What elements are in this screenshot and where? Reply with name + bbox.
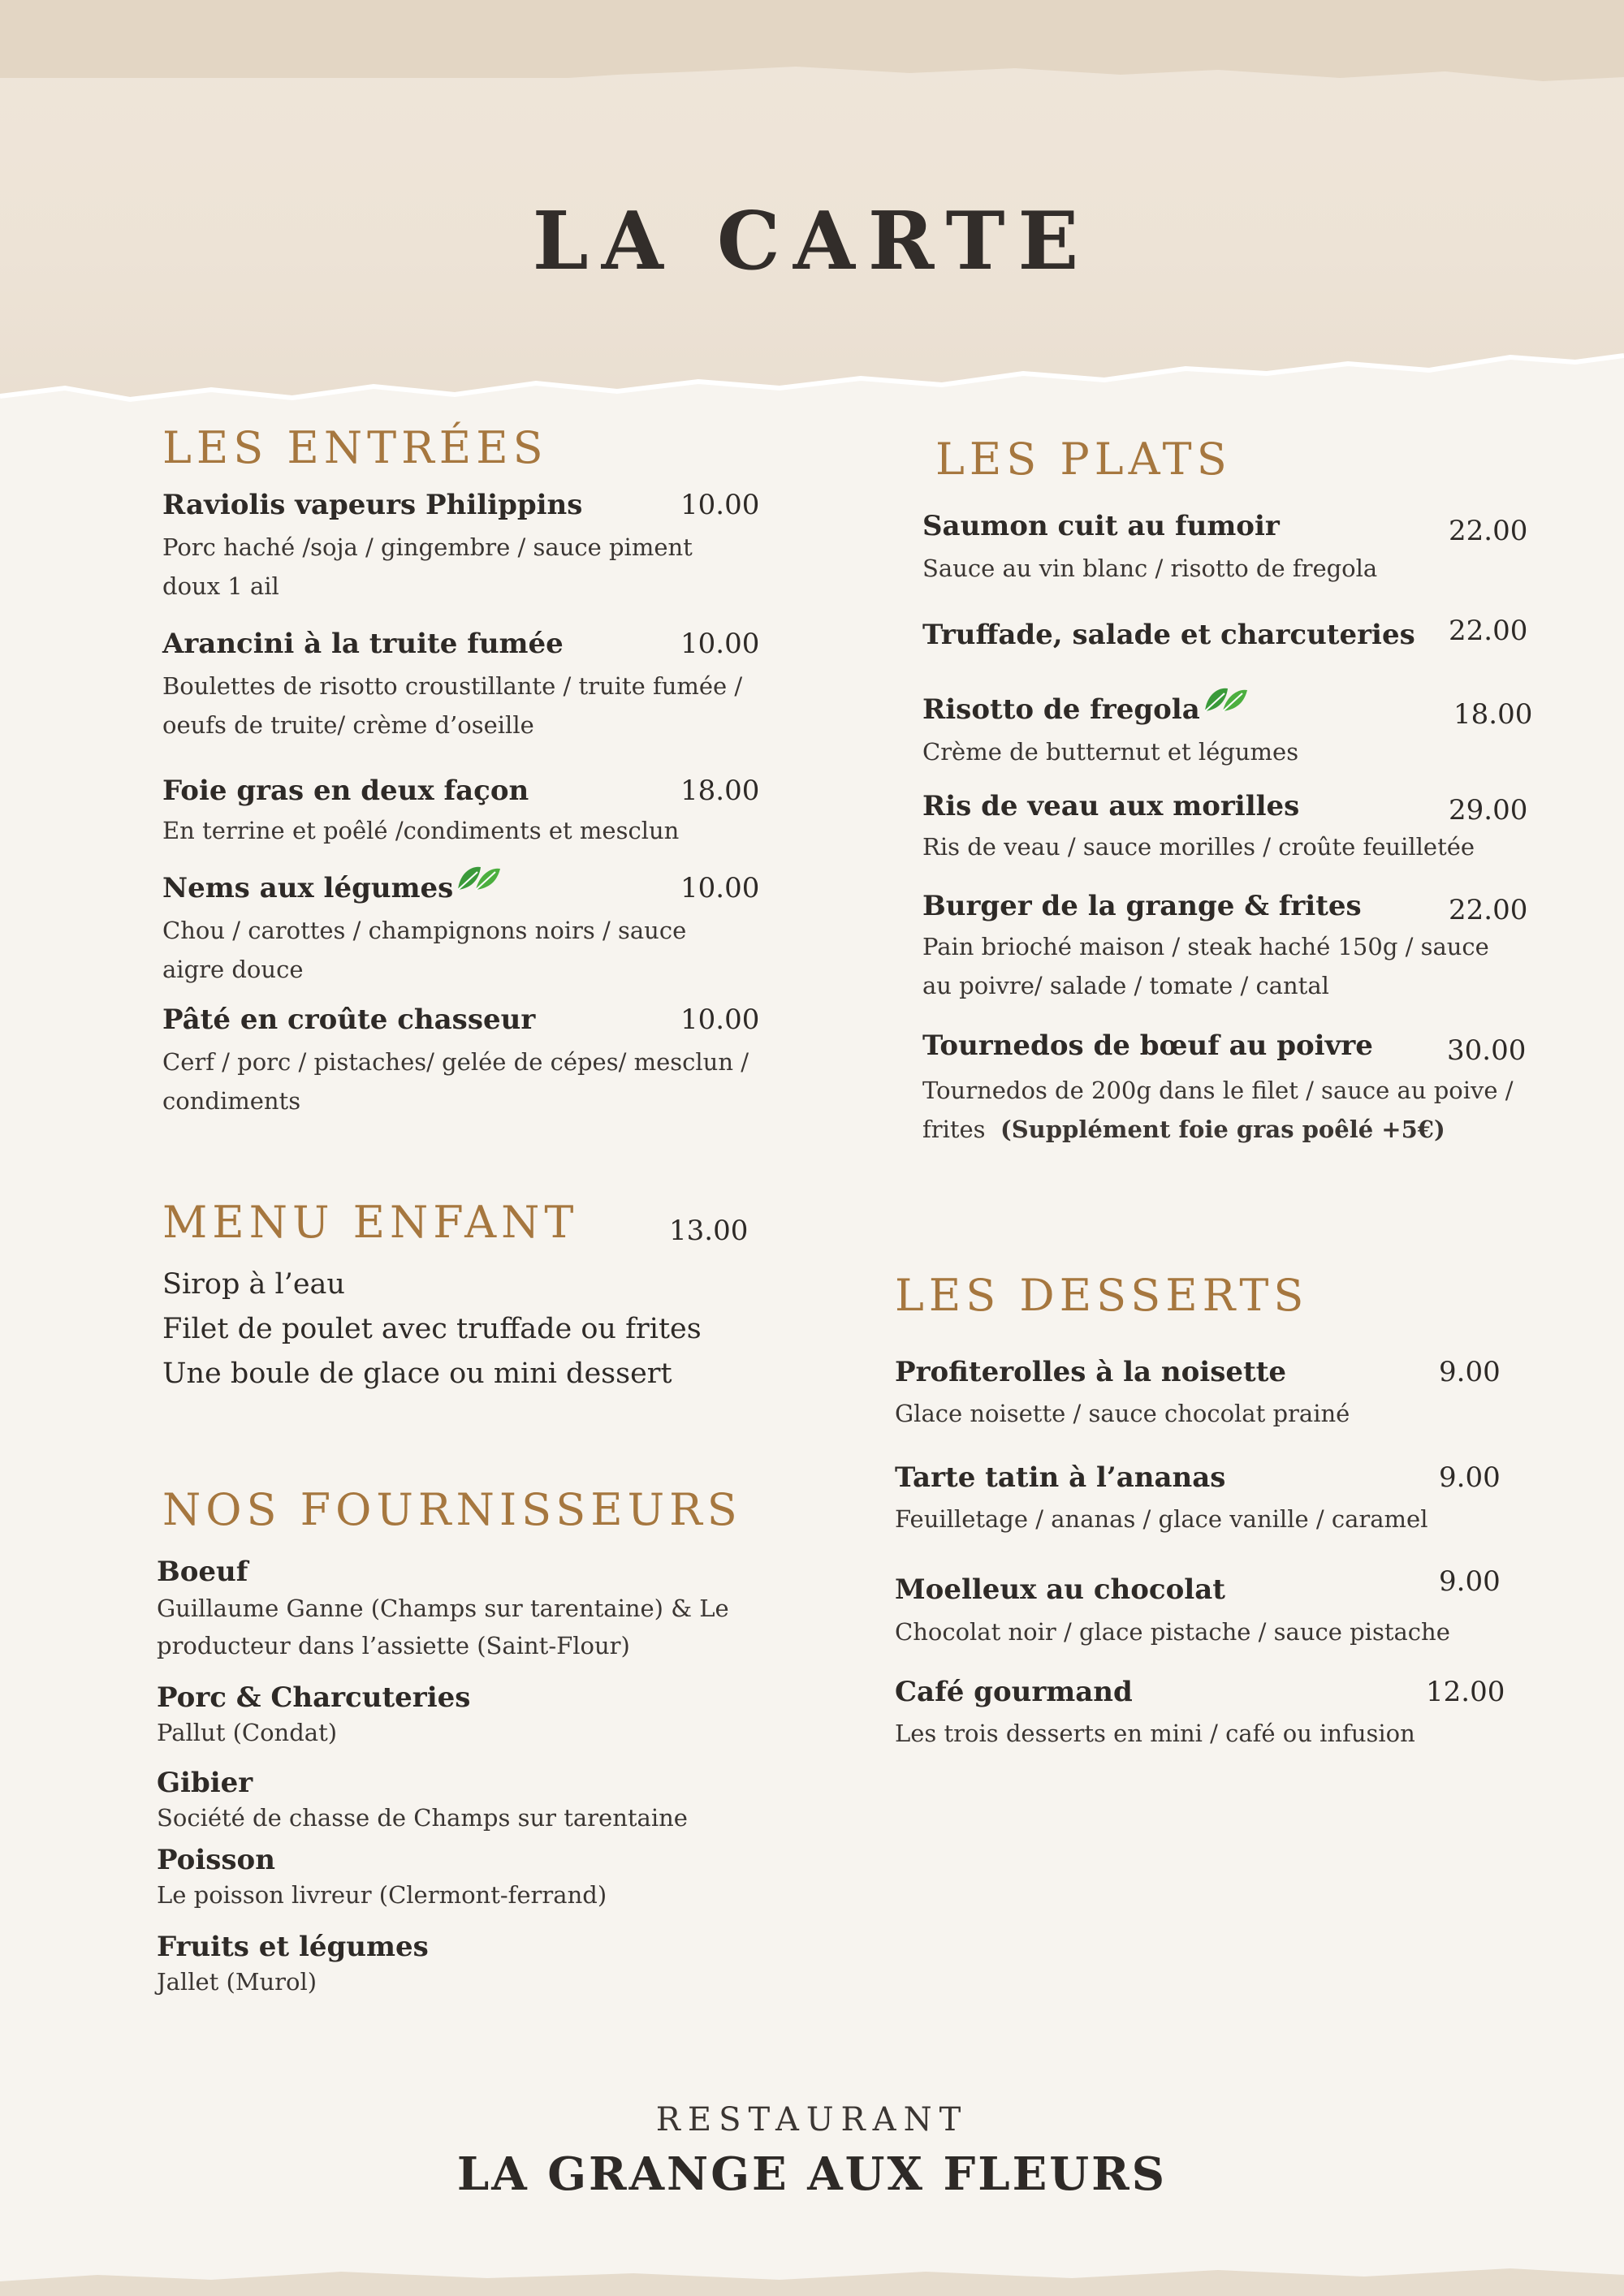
item-description: Chou / carottes / champignons noirs / sauce aigre douce (162, 917, 687, 983)
supplier-description: Jallet (Murol) (157, 1968, 317, 1996)
supplier-description: Guillaume Ganne (Champs sur tarentaine) & Le producteur dans l’assiette (Saint-Flour) (157, 1595, 729, 1659)
item-price: 30.00 (1447, 1034, 1527, 1067)
item-name-with-icon (922, 693, 1249, 726)
menu-enfant-line: Filet de poulet avec truffade ou frites (162, 1313, 702, 1345)
item-name: Foie gras en deux façon (162, 775, 529, 807)
item-price: 10.00 (680, 872, 760, 904)
item-name: Arancini à la truite fumée (162, 628, 564, 660)
item-supplement-note: (Supplément foie gras poêlé +5€) (1000, 1116, 1445, 1143)
item-description: Pain brioché maison / steak haché 150g / sauce au poivre/ salade / tomate / cantal (922, 933, 1489, 999)
supplier-category: Poisson (157, 1844, 275, 1876)
item-description-text: Tournedos de 200g dans le filet / sauce au poive / frites (922, 1077, 1514, 1143)
item-description: Feuilletage / ananas / glace vanille / caramel (895, 1505, 1428, 1533)
item-description: En terrine et poêlé /condiments et mesclun (162, 817, 680, 844)
item-price: 18.00 (1453, 698, 1533, 731)
item-description: Porc haché /soja / gingembre / sauce piment doux 1 ail (162, 533, 693, 600)
item-price: 10.00 (680, 489, 760, 521)
item-name: Burger de la grange & frites (922, 890, 1362, 922)
item-name: Ris de veau aux morilles (922, 790, 1300, 822)
page-title: LA CARTE (532, 195, 1092, 288)
item-price: 9.00 (1439, 1356, 1501, 1388)
item-price: 22.00 (1449, 515, 1528, 547)
item-price: 9.00 (1439, 1461, 1501, 1494)
menu-enfant-price: 13.00 (669, 1215, 749, 1247)
item-description: Cerf / porc / pistaches/ gelée de cépes/ mesclun / condiments (162, 1048, 749, 1115)
item-price: 22.00 (1449, 894, 1528, 926)
item-description: Crème de butternut et légumes (922, 738, 1299, 766)
item-name: Profiterolles à la noisette (895, 1356, 1287, 1388)
item-name: Saumon cuit au fumoir (922, 510, 1280, 542)
item-name: Risotto de fregola (922, 693, 1200, 726)
supplier-category: Porc & Charcuteries (157, 1681, 471, 1714)
menu-enfant-line: Une boule de glace ou mini dessert (162, 1357, 672, 1390)
item-description: Les trois desserts en mini / café ou infusion (895, 1720, 1415, 1747)
section-title-menu-enfant: MENU ENFANT (162, 1197, 579, 1248)
section-title-desserts: LES DESSERTS (895, 1270, 1309, 1321)
item-name: Tarte tatin à l’ananas (895, 1461, 1226, 1494)
supplier-category: Fruits et légumes (157, 1931, 429, 1963)
supplier-description: Le poisson livreur (Clermont-ferrand) (157, 1881, 607, 1909)
menu-enfant-line: Sirop à l’eau (162, 1268, 345, 1301)
item-name: Truffade, salade et charcuteries (922, 619, 1415, 651)
torn-paper-edge (0, 325, 1624, 438)
item-name: Raviolis vapeurs Philippins (162, 489, 583, 521)
leaf-icon (1202, 684, 1249, 716)
item-name: Moelleux au chocolat (895, 1573, 1225, 1606)
torn-paper-bottom-edge (0, 2257, 1624, 2296)
section-title-entrees: LES ENTRÉES (162, 422, 548, 473)
supplier-description: Pallut (Condat) (157, 1719, 338, 1746)
item-price: 12.00 (1426, 1676, 1505, 1708)
item-price: 10.00 (680, 628, 760, 660)
item-price: 22.00 (1449, 615, 1528, 647)
item-name: Nems aux légumes (162, 872, 454, 904)
item-description: Sauce au vin blanc / risotto de fregola (922, 555, 1378, 582)
item-price: 9.00 (1439, 1565, 1501, 1598)
item-description: Boulettes de risotto croustillante / truite fumée / oeufs de truite/ crème d’oseille (162, 672, 743, 739)
item-price: 18.00 (680, 775, 760, 807)
item-description: Ris de veau / sauce morilles / croûte feuilletée (922, 833, 1475, 861)
section-title-plats: LES PLATS (935, 434, 1232, 485)
supplier-category: Gibier (157, 1767, 253, 1799)
item-description: Glace noisette / sauce chocolat prainé (895, 1400, 1350, 1427)
section-title-fournisseurs: NOS FOURNISSEURS (162, 1484, 742, 1535)
item-name: Café gourmand (895, 1676, 1133, 1708)
item-price: 10.00 (680, 1003, 760, 1036)
item-name-with-icon (162, 872, 502, 904)
item-description (922, 1071, 1540, 1149)
item-name: Pâté en croûte chasseur (162, 1003, 536, 1036)
item-price: 29.00 (1449, 794, 1528, 826)
torn-paper-top-edge (0, 0, 1624, 114)
supplier-category: Boeuf (157, 1556, 248, 1588)
restaurant-name: LA GRANGE AUX FLEURS (456, 2147, 1168, 2201)
supplier-description: Société de chasse de Champs sur tarentaine (157, 1804, 688, 1832)
footer-subtitle: RESTAURANT (655, 2101, 969, 2138)
leaf-icon (455, 862, 502, 895)
item-description: Chocolat noir / glace pistache / sauce pistache (895, 1618, 1450, 1646)
item-name: Tournedos de bœuf au poivre (922, 1029, 1373, 1062)
